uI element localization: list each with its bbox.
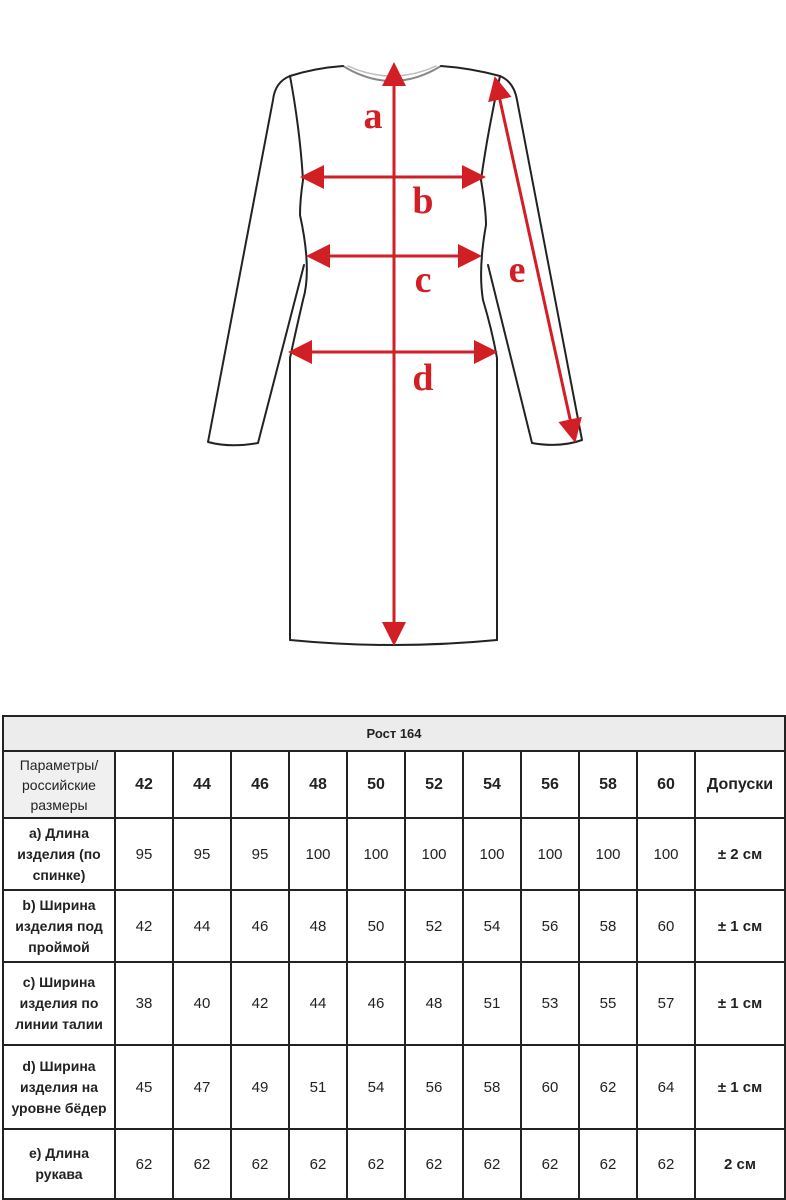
table-cell: 46	[347, 962, 405, 1045]
table-cell: 50	[347, 890, 405, 962]
header-row	[3, 751, 785, 818]
size-header: 60	[637, 751, 695, 818]
table-cell: 100	[463, 818, 521, 890]
tolerance-header: Допуски	[695, 751, 785, 818]
table-cell: 54	[347, 1045, 405, 1129]
table-cell: 51	[463, 962, 521, 1045]
table-cell: 100	[637, 818, 695, 890]
label-e: e	[508, 249, 526, 291]
table-cell: 40	[173, 962, 231, 1045]
table-cell: 42	[231, 962, 289, 1045]
table-cell: 54	[463, 890, 521, 962]
table-cell: 52	[405, 890, 463, 962]
table-cell: 100	[521, 818, 579, 890]
table-cell: 38	[115, 962, 173, 1045]
right-shoulder	[441, 66, 500, 76]
table-cell: 62	[347, 1129, 405, 1199]
size-header: 54	[463, 751, 521, 818]
row-label: c) Ширина изделия по линии талии	[3, 962, 115, 1045]
table-cell: 60	[521, 1045, 579, 1129]
label-d: d	[412, 357, 434, 399]
body-left-side	[290, 180, 307, 640]
table-cell: 48	[289, 890, 347, 962]
table-cell: 95	[115, 818, 173, 890]
body-right-side	[481, 180, 497, 640]
table-cell: 51	[289, 1045, 347, 1129]
size-header: 42	[115, 751, 173, 818]
table-cell: 62	[637, 1129, 695, 1199]
table-cell: 46	[231, 890, 289, 962]
table-cell: 45	[115, 1045, 173, 1129]
row-label: e) Длина рукава	[3, 1129, 115, 1199]
tolerance-cell: 2 см	[695, 1129, 785, 1199]
table-cell: 62	[463, 1129, 521, 1199]
table-cell: 44	[289, 962, 347, 1045]
table-row	[3, 962, 785, 1045]
table-cell: 55	[579, 962, 637, 1045]
table-cell: 44	[173, 890, 231, 962]
label-b: b	[412, 180, 434, 222]
table-cell: 57	[637, 962, 695, 1045]
tolerance-cell: ± 1 см	[695, 962, 785, 1045]
row-label: b) Ширина изделия под проймой	[3, 890, 115, 962]
table-cell: 62	[289, 1129, 347, 1199]
size-header: 58	[579, 751, 637, 818]
size-header: 50	[347, 751, 405, 818]
size-header: 48	[289, 751, 347, 818]
tolerance-cell: ± 1 см	[695, 1045, 785, 1129]
table-cell: 100	[579, 818, 637, 890]
table-cell: 58	[579, 890, 637, 962]
left-shoulder	[290, 66, 343, 76]
table-cell: 62	[115, 1129, 173, 1199]
table-cell: 62	[579, 1129, 637, 1199]
table-row	[3, 818, 785, 890]
hem	[290, 640, 497, 645]
table-cell: 64	[637, 1045, 695, 1129]
table-title: Рост 164	[3, 716, 785, 751]
size-header: 56	[521, 751, 579, 818]
table-cell: 58	[463, 1045, 521, 1129]
header-parameters: Параметры/ российские размеры	[3, 751, 115, 818]
table-cell: 42	[115, 890, 173, 962]
label-c: c	[414, 259, 432, 301]
tolerance-cell: ± 1 см	[695, 890, 785, 962]
size-header: 46	[231, 751, 289, 818]
table-cell: 56	[405, 1045, 463, 1129]
label-a: a	[363, 95, 383, 137]
row-label: d) Ширина изделия на уровне бёдер	[3, 1045, 115, 1129]
table-cell: 49	[231, 1045, 289, 1129]
size-header: 52	[405, 751, 463, 818]
table-cell: 95	[231, 818, 289, 890]
table-cell: 62	[173, 1129, 231, 1199]
table-cell: 62	[521, 1129, 579, 1199]
table-cell: 100	[289, 818, 347, 890]
size-header: 44	[173, 751, 231, 818]
table-cell: 48	[405, 962, 463, 1045]
table-cell: 62	[405, 1129, 463, 1199]
row-label: a) Длина изделия (по спинке)	[3, 818, 115, 890]
table-cell: 62	[579, 1045, 637, 1129]
neckline	[343, 66, 441, 81]
table-cell: 47	[173, 1045, 231, 1129]
table-cell: 100	[405, 818, 463, 890]
table-row	[3, 890, 785, 962]
table-row	[3, 1129, 785, 1199]
table-cell: 53	[521, 962, 579, 1045]
size-chart-table	[2, 715, 786, 1200]
table-cell: 95	[173, 818, 231, 890]
tolerance-cell: ± 2 см	[695, 818, 785, 890]
table-cell: 56	[521, 890, 579, 962]
table-cell: 100	[347, 818, 405, 890]
table-row	[3, 1045, 785, 1129]
table-cell: 60	[637, 890, 695, 962]
table-cell: 62	[231, 1129, 289, 1199]
